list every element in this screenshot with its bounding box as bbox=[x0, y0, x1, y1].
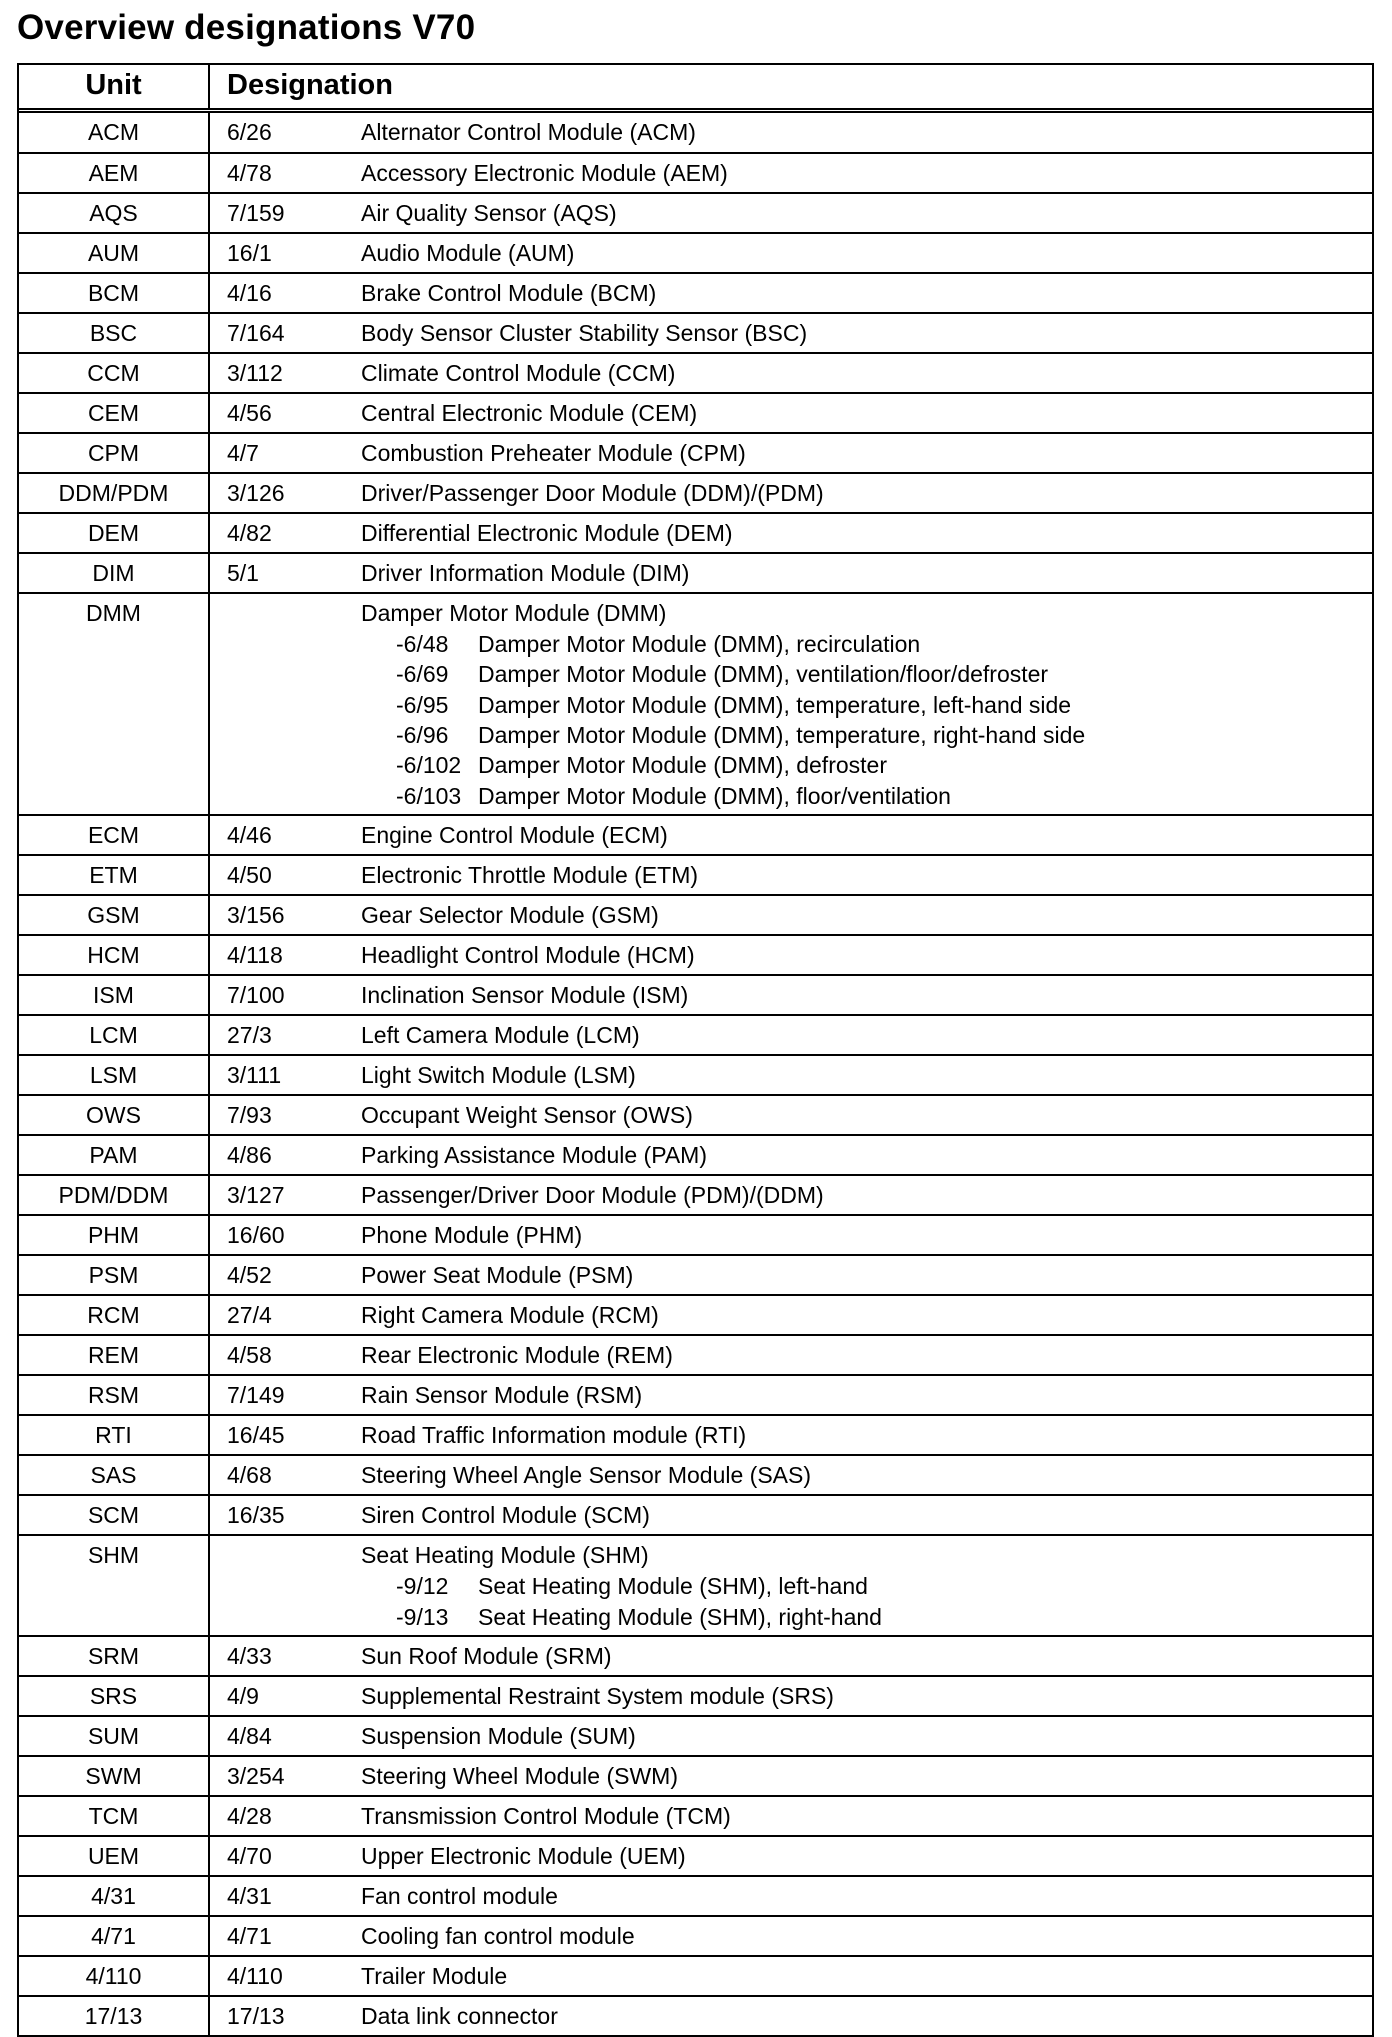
table-row bbox=[19, 152, 1372, 192]
unit-cell: 17/13 bbox=[19, 1997, 210, 2035]
sub-designation-name: Damper Motor Module (DMM), ventilation/floor/defroster bbox=[478, 661, 1049, 688]
sub-designation-code: -9/12 bbox=[396, 1573, 449, 1600]
unit-cell: BSC bbox=[19, 314, 210, 352]
designation-code: 16/35 bbox=[227, 1502, 285, 1529]
designation-name: Supplemental Restraint System module (SRS) bbox=[361, 1682, 834, 1709]
designation-cell bbox=[210, 856, 1372, 894]
unit-cell: ISM bbox=[19, 976, 210, 1014]
designation-code: 4/84 bbox=[227, 1722, 272, 1749]
designation-code: 4/31 bbox=[227, 1882, 272, 1909]
unit-cell: CEM bbox=[19, 394, 210, 432]
designation-name: Steering Wheel Module (SWM) bbox=[361, 1762, 678, 1789]
sub-designation-name: Damper Motor Module (DMM), defroster bbox=[478, 752, 887, 779]
unit-cell: SWM bbox=[19, 1757, 210, 1795]
designation-code: 3/156 bbox=[227, 902, 285, 929]
table-row bbox=[19, 1635, 1372, 1675]
designation-name: Fan control module bbox=[361, 1882, 558, 1909]
designation-cell bbox=[210, 1136, 1372, 1174]
designation-code: 7/159 bbox=[227, 199, 285, 226]
table-row bbox=[19, 934, 1372, 974]
sub-designation bbox=[210, 690, 1372, 720]
designation-code: 4/70 bbox=[227, 1842, 272, 1869]
designation-name: Driver/Passenger Door Module (DDM)/(PDM) bbox=[361, 479, 824, 506]
designation-cell bbox=[210, 1837, 1372, 1875]
designation-code bbox=[210, 1540, 361, 1571]
designation-cell bbox=[210, 1456, 1372, 1494]
unit-cell: OWS bbox=[19, 1096, 210, 1134]
unit-cell: RSM bbox=[19, 1376, 210, 1414]
sub-designation bbox=[210, 659, 1372, 689]
designation-code: 27/4 bbox=[227, 1302, 272, 1329]
table-row bbox=[19, 1534, 1372, 1635]
designation-code: 17/13 bbox=[227, 2002, 285, 2029]
designation-code: 7/149 bbox=[227, 1382, 285, 1409]
designation-name: Driver Information Module (DIM) bbox=[361, 559, 690, 586]
unit-column-header: Unit bbox=[19, 65, 210, 108]
table-row bbox=[19, 1254, 1372, 1294]
designation-cell bbox=[210, 113, 1372, 152]
table-row bbox=[19, 814, 1372, 854]
designation-cell bbox=[210, 434, 1372, 472]
designation-cell bbox=[210, 1096, 1372, 1134]
sub-designation-name: Damper Motor Module (DMM), recirculation bbox=[478, 630, 921, 657]
designation-code: 4/78 bbox=[227, 159, 272, 186]
table-row bbox=[19, 1875, 1372, 1915]
designation-cell bbox=[210, 594, 1372, 814]
designation-code: 3/127 bbox=[227, 1182, 285, 1209]
designation-code: 4/33 bbox=[227, 1642, 272, 1669]
sub-designation-code: -6/95 bbox=[396, 691, 449, 718]
unit-cell: AQS bbox=[19, 194, 210, 232]
unit-cell: ETM bbox=[19, 856, 210, 894]
table-row bbox=[19, 1334, 1372, 1374]
designation-name: Central Electronic Module (CEM) bbox=[361, 399, 698, 426]
sub-designation-name: Seat Heating Module (SHM), left-hand bbox=[478, 1573, 868, 1600]
unit-cell: 4/71 bbox=[19, 1917, 210, 1955]
sub-designation bbox=[210, 1602, 1372, 1632]
designation-cell bbox=[210, 1216, 1372, 1254]
table-row bbox=[19, 1094, 1372, 1134]
designation-name: Inclination Sensor Module (ISM) bbox=[361, 982, 689, 1009]
unit-cell: RTI bbox=[19, 1416, 210, 1454]
table-row bbox=[19, 1675, 1372, 1715]
table-row bbox=[19, 1755, 1372, 1795]
designation-code: 7/164 bbox=[227, 319, 285, 346]
table-row bbox=[19, 1294, 1372, 1334]
unit-cell: RCM bbox=[19, 1296, 210, 1334]
designation-cell bbox=[210, 1757, 1372, 1795]
table-row bbox=[19, 113, 1372, 152]
unit-cell: SAS bbox=[19, 1456, 210, 1494]
designation-name: Audio Module (AUM) bbox=[361, 239, 575, 266]
designation-code: 27/3 bbox=[227, 1022, 272, 1049]
designation-name: Rear Electronic Module (REM) bbox=[361, 1342, 673, 1369]
designation-code: 4/28 bbox=[227, 1802, 272, 1829]
designation-cell bbox=[210, 1997, 1372, 2035]
designation-name: Engine Control Module (ECM) bbox=[361, 822, 668, 849]
designation-name: Brake Control Module (BCM) bbox=[361, 279, 657, 306]
designation-cell bbox=[210, 234, 1372, 272]
table-body bbox=[19, 113, 1372, 2035]
unit-cell: DEM bbox=[19, 514, 210, 552]
table-row bbox=[19, 1214, 1372, 1254]
designation-name: Light Switch Module (LSM) bbox=[361, 1062, 636, 1089]
unit-cell: PHM bbox=[19, 1216, 210, 1254]
designation-name: Occupant Weight Sensor (OWS) bbox=[361, 1102, 693, 1129]
unit-cell: BCM bbox=[19, 274, 210, 312]
table-row bbox=[19, 312, 1372, 352]
designation-code: 4/68 bbox=[227, 1462, 272, 1489]
unit-cell: 4/110 bbox=[19, 1957, 210, 1995]
sub-designation bbox=[210, 1571, 1372, 1601]
designation-name: Differential Electronic Module (DEM) bbox=[361, 519, 733, 546]
designation-code bbox=[210, 598, 361, 629]
designation-code: 16/45 bbox=[227, 1422, 285, 1449]
designations-table bbox=[17, 63, 1374, 2037]
designation-name: Upper Electronic Module (UEM) bbox=[361, 1842, 686, 1869]
designation-cell bbox=[210, 1336, 1372, 1374]
designation-code: 4/118 bbox=[227, 942, 283, 969]
unit-cell: AUM bbox=[19, 234, 210, 272]
unit-cell: LSM bbox=[19, 1056, 210, 1094]
table-row bbox=[19, 1414, 1372, 1454]
designation-code: 5/1 bbox=[227, 559, 259, 586]
designation-name: Passenger/Driver Door Module (PDM)/(DDM) bbox=[361, 1182, 824, 1209]
designation-name: Electronic Throttle Module (ETM) bbox=[361, 862, 699, 889]
designation-cell bbox=[210, 1496, 1372, 1534]
unit-cell: SRM bbox=[19, 1637, 210, 1675]
designation-cell bbox=[210, 514, 1372, 552]
designation-code: 4/58 bbox=[227, 1342, 272, 1369]
unit-cell: GSM bbox=[19, 896, 210, 934]
sub-designation-code: -6/96 bbox=[396, 721, 449, 748]
table-row bbox=[19, 1715, 1372, 1755]
designation-cell bbox=[210, 1256, 1372, 1294]
unit-cell: SCM bbox=[19, 1496, 210, 1534]
designation-code: 4/50 bbox=[227, 862, 272, 889]
designation-cell bbox=[210, 394, 1372, 432]
designation-cell bbox=[210, 1957, 1372, 1995]
unit-cell: HCM bbox=[19, 936, 210, 974]
designation-cell bbox=[210, 1917, 1372, 1955]
unit-cell: 4/31 bbox=[19, 1877, 210, 1915]
unit-cell: REM bbox=[19, 1336, 210, 1374]
designation-code: 4/110 bbox=[227, 1962, 283, 1989]
designation-name: Power Seat Module (PSM) bbox=[361, 1262, 634, 1289]
designation-name: Road Traffic Information module (RTI) bbox=[361, 1422, 747, 1449]
table-row bbox=[19, 894, 1372, 934]
sub-designation bbox=[210, 629, 1372, 659]
table-row bbox=[19, 192, 1372, 232]
designation-code: 16/60 bbox=[227, 1222, 285, 1249]
table-row bbox=[19, 854, 1372, 894]
designation-name: Suspension Module (SUM) bbox=[361, 1722, 636, 1749]
designation-cell bbox=[210, 1376, 1372, 1414]
designation-name: Parking Assistance Module (PAM) bbox=[361, 1142, 707, 1169]
designation-code: 4/7 bbox=[227, 439, 259, 466]
designation-code: 3/254 bbox=[227, 1762, 285, 1789]
designation-cell bbox=[210, 1717, 1372, 1755]
sub-designation-code: -6/103 bbox=[396, 782, 462, 809]
unit-cell: DDM/PDM bbox=[19, 474, 210, 512]
unit-cell: ACM bbox=[19, 113, 210, 152]
unit-cell: PDM/DDM bbox=[19, 1176, 210, 1214]
designation-name: Left Camera Module (LCM) bbox=[361, 1022, 640, 1049]
unit-cell: CPM bbox=[19, 434, 210, 472]
sub-designation-code: -9/13 bbox=[396, 1603, 449, 1630]
unit-cell: SUM bbox=[19, 1717, 210, 1755]
unit-cell: SHM bbox=[19, 1536, 210, 1635]
sub-designation bbox=[210, 781, 1372, 811]
table-row bbox=[19, 1995, 1372, 2035]
sub-designation bbox=[210, 720, 1372, 750]
table-row bbox=[19, 1454, 1372, 1494]
table-row bbox=[19, 1835, 1372, 1875]
designation-code: 3/126 bbox=[227, 479, 285, 506]
designation-cell bbox=[210, 154, 1372, 192]
sub-designation-code: -6/69 bbox=[396, 661, 449, 688]
designation-cell bbox=[210, 274, 1372, 312]
designation-cell bbox=[210, 1677, 1372, 1715]
unit-cell: DMM bbox=[19, 594, 210, 814]
designation-cell bbox=[210, 1016, 1372, 1054]
table-row bbox=[19, 1174, 1372, 1214]
designation-name: Accessory Electronic Module (AEM) bbox=[361, 159, 728, 186]
designation-code: 4/71 bbox=[227, 1922, 272, 1949]
table-row bbox=[19, 472, 1372, 512]
designation-name: Trailer Module bbox=[361, 1962, 508, 1989]
designation-name: Data link connector bbox=[361, 2002, 558, 2029]
designation-cell bbox=[210, 354, 1372, 392]
unit-cell: PAM bbox=[19, 1136, 210, 1174]
unit-cell: ECM bbox=[19, 816, 210, 854]
sub-designation bbox=[210, 750, 1372, 780]
table-header bbox=[19, 65, 1372, 113]
sub-designation-name: Damper Motor Module (DMM), floor/ventilation bbox=[478, 782, 951, 809]
designation-cell bbox=[210, 1536, 1372, 1635]
page-title: Overview designations V70 bbox=[17, 8, 476, 47]
unit-cell: DIM bbox=[19, 554, 210, 592]
designation-name: Steering Wheel Angle Sensor Module (SAS) bbox=[361, 1462, 812, 1489]
table-row bbox=[19, 392, 1372, 432]
table-row bbox=[19, 1494, 1372, 1534]
designation-code: 4/52 bbox=[227, 1262, 272, 1289]
table-row bbox=[19, 352, 1372, 392]
table-row bbox=[19, 1795, 1372, 1835]
unit-cell: AEM bbox=[19, 154, 210, 192]
designation-name: Headlight Control Module (HCM) bbox=[361, 942, 695, 969]
designation-name: Climate Control Module (CCM) bbox=[361, 359, 676, 386]
designation-cell bbox=[210, 976, 1372, 1014]
sub-designation-name: Seat Heating Module (SHM), right-hand bbox=[478, 1603, 882, 1630]
designation-code: 16/1 bbox=[227, 239, 272, 266]
designation-code: 4/46 bbox=[227, 822, 272, 849]
designation-cell bbox=[210, 1637, 1372, 1675]
table-row bbox=[19, 432, 1372, 472]
sub-designation-name: Damper Motor Module (DMM), temperature, right-hand side bbox=[478, 721, 1086, 748]
designation-name: Seat Heating Module (SHM) bbox=[361, 1542, 649, 1569]
designation-name: Siren Control Module (SCM) bbox=[361, 1502, 650, 1529]
table-row bbox=[19, 974, 1372, 1014]
designation-cell bbox=[210, 1416, 1372, 1454]
designation-cell bbox=[210, 1056, 1372, 1094]
designation-code: 4/86 bbox=[227, 1142, 272, 1169]
designation-name: Sun Roof Module (SRM) bbox=[361, 1642, 612, 1669]
table-row bbox=[19, 1054, 1372, 1094]
designation-code: 3/111 bbox=[227, 1062, 282, 1089]
designation-name: Phone Module (PHM) bbox=[361, 1222, 583, 1249]
table-row bbox=[19, 552, 1372, 592]
designation-cell bbox=[210, 816, 1372, 854]
table-row bbox=[19, 592, 1372, 814]
table-row bbox=[19, 1915, 1372, 1955]
unit-cell: LCM bbox=[19, 1016, 210, 1054]
unit-cell: CCM bbox=[19, 354, 210, 392]
designation-name: Combustion Preheater Module (CPM) bbox=[361, 439, 746, 466]
designation-cell bbox=[210, 896, 1372, 934]
designation-cell bbox=[210, 474, 1372, 512]
designation-code: 4/56 bbox=[227, 399, 272, 426]
designation-code: 4/82 bbox=[227, 519, 272, 546]
designation-name: Transmission Control Module (TCM) bbox=[361, 1802, 731, 1829]
unit-cell: SRS bbox=[19, 1677, 210, 1715]
unit-cell: TCM bbox=[19, 1797, 210, 1835]
designation-cell bbox=[210, 554, 1372, 592]
table-row bbox=[19, 1955, 1372, 1995]
designation-cell bbox=[210, 314, 1372, 352]
designation-name: Cooling fan control module bbox=[361, 1922, 635, 1949]
designation-cell bbox=[210, 936, 1372, 974]
designation-name: Damper Motor Module (DMM) bbox=[361, 599, 667, 626]
sub-designation-code: -6/48 bbox=[396, 630, 449, 657]
designation-code: 4/9 bbox=[227, 1682, 259, 1709]
designation-name: Gear Selector Module (GSM) bbox=[361, 902, 659, 929]
designation-code: 7/100 bbox=[227, 982, 285, 1009]
unit-cell: PSM bbox=[19, 1256, 210, 1294]
designation-name: Right Camera Module (RCM) bbox=[361, 1302, 659, 1329]
table-row bbox=[19, 272, 1372, 312]
designation-code: 4/16 bbox=[227, 279, 272, 306]
designation-cell bbox=[210, 1296, 1372, 1334]
designation-name: Rain Sensor Module (RSM) bbox=[361, 1382, 643, 1409]
designation-code: 3/112 bbox=[227, 359, 283, 386]
sub-designation-name: Damper Motor Module (DMM), temperature, left-hand side bbox=[478, 691, 1072, 718]
table-row bbox=[19, 1014, 1372, 1054]
table-row bbox=[19, 232, 1372, 272]
unit-cell: UEM bbox=[19, 1837, 210, 1875]
table-row bbox=[19, 512, 1372, 552]
table-row bbox=[19, 1134, 1372, 1174]
designation-name: Alternator Control Module (ACM) bbox=[361, 119, 696, 145]
designation-code: 7/93 bbox=[227, 1102, 272, 1129]
designation-cell bbox=[210, 1176, 1372, 1214]
designation-cell bbox=[210, 1797, 1372, 1835]
table-row bbox=[19, 1374, 1372, 1414]
designation-cell bbox=[210, 194, 1372, 232]
designation-code: 6/26 bbox=[227, 119, 272, 145]
sub-designation-code: -6/102 bbox=[396, 752, 462, 779]
designation-name: Air Quality Sensor (AQS) bbox=[361, 199, 617, 226]
designation-cell bbox=[210, 1877, 1372, 1915]
designation-column-header: Designation bbox=[227, 69, 393, 101]
designation-name: Body Sensor Cluster Stability Sensor (BSC) bbox=[361, 319, 808, 346]
